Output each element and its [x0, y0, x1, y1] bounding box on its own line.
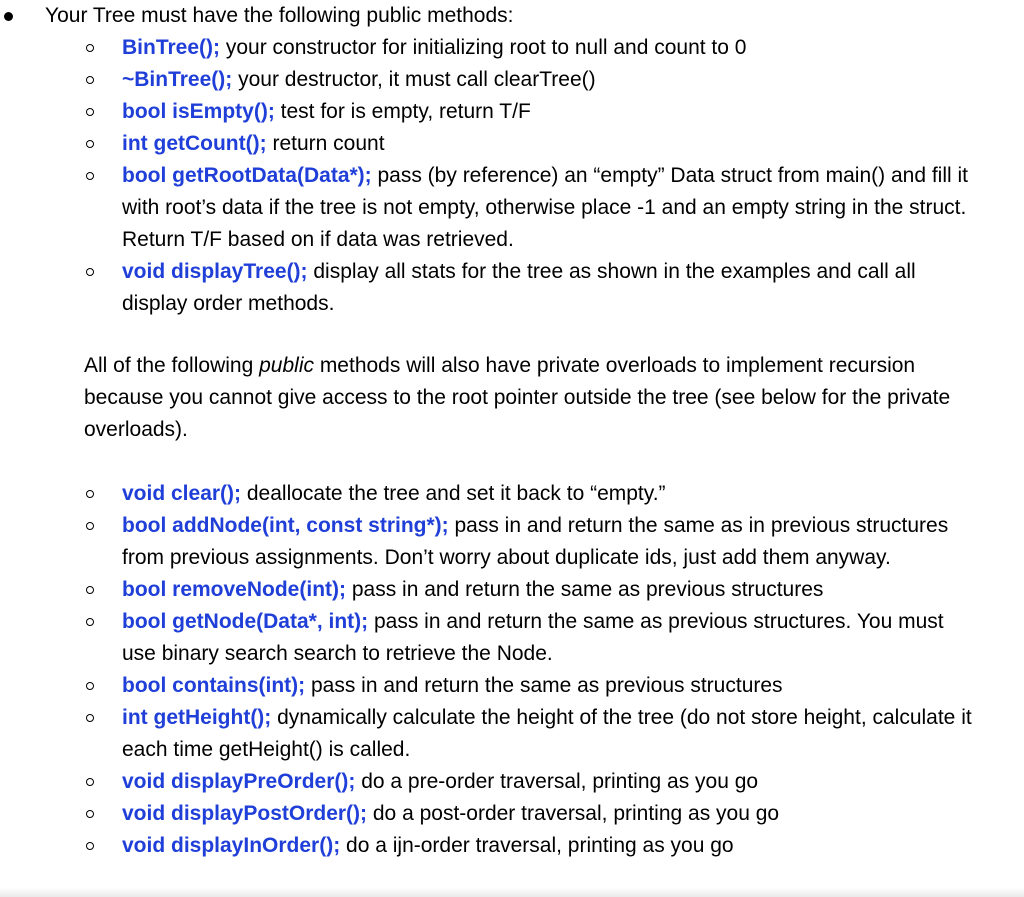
method-description: pass in and return the same as in previous structures from previous assignments. Don’t worry about duplicate ids, just add them anyway. — [122, 514, 949, 569]
method-signature: void displayTree(); — [122, 260, 308, 283]
method-description: do a pre-order traversal, printing as you go — [355, 770, 759, 793]
hollow-bullet-icon — [86, 44, 94, 52]
method-description: test for is empty, return T/F — [274, 100, 531, 123]
hollow-bullet-icon — [86, 810, 94, 818]
hollow-bullet-icon — [86, 618, 94, 626]
hollow-bullet-icon — [86, 714, 94, 722]
list-item — [0, 510, 982, 574]
hollow-bullet-icon — [86, 682, 94, 690]
list-item — [0, 798, 982, 830]
list-item — [0, 256, 982, 320]
hollow-bullet-icon — [86, 172, 94, 180]
list-item — [0, 128, 982, 160]
list-item — [0, 96, 982, 128]
list-item — [0, 766, 982, 798]
method-description: do a ijn-order traversal, printing as you go — [340, 834, 734, 857]
method-signature: void displayPostOrder(); — [122, 802, 368, 825]
method-description: your destructor, it must call clearTree() — [232, 68, 596, 91]
list-item — [0, 606, 982, 670]
method-description: return count — [266, 132, 385, 155]
hollow-bullet-icon — [86, 522, 94, 530]
list-item — [0, 670, 982, 702]
method-signature: bool isEmpty(); — [122, 100, 275, 123]
method-signature: bool getNode(Data*, int); — [122, 610, 369, 633]
method-description: display all stats for the tree as shown in the examples and call all display order methods. — [122, 260, 916, 315]
method-signature: void clear(); — [122, 482, 242, 505]
method-description: do a post-order traversal, printing as you go — [367, 802, 780, 825]
list-item — [0, 64, 982, 96]
hollow-bullet-icon — [86, 268, 94, 276]
method-signature: bool contains(int); — [122, 674, 306, 697]
overload-methods-list — [0, 478, 1024, 862]
method-description: pass in and return the same as previous structures — [346, 578, 824, 601]
method-description: dynamically calculate the height of the tree (do not store height, calculate it each time getHeight() is called. — [122, 706, 972, 761]
hollow-bullet-icon — [86, 778, 94, 786]
list-item — [0, 160, 982, 256]
public-methods-list — [0, 32, 1024, 320]
hollow-bullet-icon — [86, 108, 94, 116]
filled-bullet-icon — [4, 12, 13, 21]
method-signature: ~BinTree(); — [122, 68, 233, 91]
hollow-bullet-icon — [86, 140, 94, 148]
method-description: your constructor for initializing root to null and count to 0 — [220, 36, 747, 59]
method-description: deallocate the tree and set it back to “empty.” — [241, 482, 666, 505]
method-signature: int getHeight(); — [122, 706, 272, 729]
paragraph-text-end: methods will also have private overloads to implement recursion because you cannot give access to the root pointer outside the tree (see below for the private overloads). — [84, 354, 951, 441]
list-item — [0, 830, 982, 862]
hollow-bullet-icon — [86, 490, 94, 498]
list-item — [0, 574, 982, 606]
method-description: pass in and return the same as previous structures. You must use binary search search to retrieve the Node. — [122, 610, 944, 665]
method-signature: int getCount(); — [122, 132, 267, 155]
bottom-fade — [0, 887, 1024, 897]
method-signature: bool removeNode(int); — [122, 578, 346, 601]
method-signature: void displayInOrder(); — [122, 834, 341, 857]
method-description: pass (by reference) an “empty” Data struct from main() and fill it with root’s data if the tree is not empty, otherwise place -1 and an empty string in the struct. Return T/F based on if data was retrieved. — [122, 164, 969, 251]
list-item — [0, 32, 982, 64]
method-signature: BinTree(); — [122, 36, 221, 59]
hollow-bullet-icon — [86, 842, 94, 850]
list-item — [0, 478, 982, 510]
intro-text: Your Tree must have the following public methods: — [45, 4, 514, 27]
method-signature: bool getRootData(Data*); — [122, 164, 372, 187]
method-signature: void displayPreOrder(); — [122, 770, 356, 793]
hollow-bullet-icon — [86, 586, 94, 594]
method-signature: bool addNode(int, const string*); — [122, 514, 449, 537]
hollow-bullet-icon — [86, 76, 94, 84]
method-description: pass in and return the same as previous structures — [305, 674, 783, 697]
recursion-paragraph — [84, 350, 964, 446]
paragraph-text-start: All of the following — [84, 354, 260, 377]
paragraph-emphasis: public — [259, 354, 314, 377]
list-item — [0, 702, 982, 766]
